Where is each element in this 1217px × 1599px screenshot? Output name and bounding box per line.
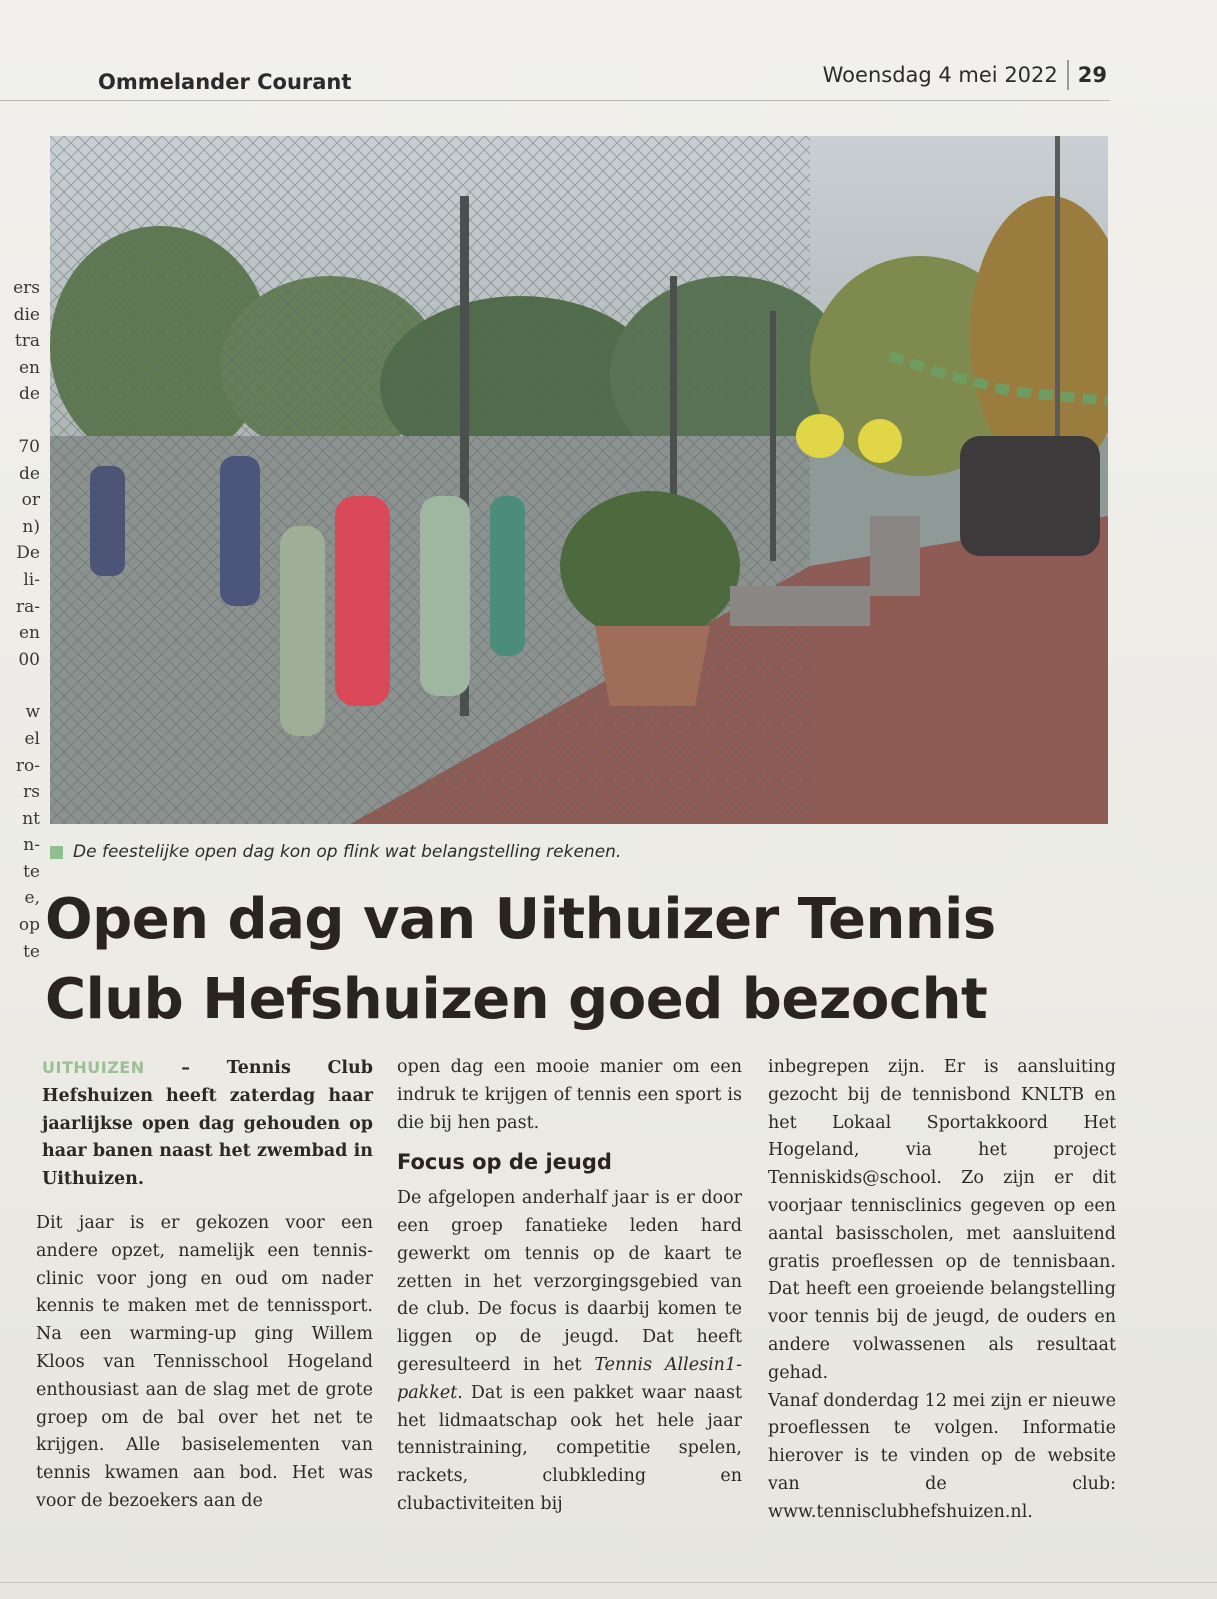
newspaper-name: Ommelander Courant [98,70,352,94]
article-column-3 [768,1054,1116,1527]
fragment-line: te [23,861,40,882]
article-column-2 [397,1054,742,1519]
fragment-line: op [18,915,40,936]
fragment-line: n) [22,516,40,537]
fragment-line: w [25,702,40,723]
article-lead [28,1054,373,1194]
header-rule [0,100,1110,101]
fragment-line: die [13,304,40,325]
package-name: Tennis Allesin1-pakket [397,1354,742,1403]
subheading: Focus op de jeugd [397,1150,612,1175]
body-paragraph-1: Dit jaar is er gekozen voor een andere opzet, namelijk een tennis-clinic voor jong en oud om nader kennis te maken met de tennissport. Na een warming-up ging Willem Kloos van Tennisschool Hogeland enthousiast aan de slag met de grote groep om de bal over het net te krijgen. Alle basiselementen van tennis kwamen aan bod. Het was voor de bezoekers aan de [36,1212,373,1511]
fragment-line: de [19,384,40,405]
fragment-line: en [18,357,40,378]
fragment-line: nt [22,808,40,829]
fragment-line: el [24,728,40,749]
lead-text: – Tennis Club Hefshuizen heeft zaterdag haar jaarlijkse open dag gehouden op haar banen naast het zwembad in Uithuizen. [42,1058,373,1190]
issue-date: Woensdag 4 mei 2022 [822,63,1058,87]
fragment-line: 70 [18,436,40,457]
body-paragraph-2: De afgelopen anderhalf jaar is er door een groep fanatieke leden hard gewerkt om tennis op de kaart te zetten in het verzorgingsgebied van de club. De focus is daarbij komen te liggen op de jeugd. Dat heeft geresulteerd in het Tennis Allesin1-pakket. Dat is een pakket waar naast het lidmaatschap ook het hele jaar tennistraining, competitie spelen, rackets, clubkleding en clubactiviteiten bij [397,1188,742,1514]
fragment-line: rs [23,782,40,803]
fragment-line: ro- [15,755,40,776]
fragment-line [0,408,40,434]
header-date-page [823,60,1107,90]
article-column-1 [28,1054,373,1516]
fragment-line: ers [13,278,40,298]
fragment-line: en [18,623,40,644]
caption-text: De feestelijke open dag kon op flink wat belangstelling rekenen. [73,842,622,862]
photo-caption [50,842,621,862]
article-headline [45,880,1125,1040]
tennis-open-day-photo [50,136,1108,824]
headline-line-2: Club Hefshuizen goed bezocht [45,967,988,1032]
header-divider [1067,60,1069,90]
bottom-rule [0,1582,1217,1583]
dateline: UITHUIZEN [42,1058,145,1077]
article-photo [50,136,1108,824]
fragment-line: ra- [15,596,40,617]
fragment-line [0,673,40,699]
fragment-line: 00 [18,649,40,670]
headline-line-1: Open dag van Uithuizer Tennis [45,887,996,952]
body-paragraph-2-continued: inbegrepen zijn. Er is aansluiting gezocht bij de tennisbond KNLTB en het Lokaal Sportakkoord Het Hogeland, via het project Tenniskids@school. Zo zijn er dit voorjaar tennisclinics gegeven op een aantal basisscholen, met aansluitend gratis proeflessen op de tennisbaan. Dat heeft een groeiende belangstelling voor tennis bij de jeugd, de ouders en andere volwassenen als resultaat gehad. [768,1057,1116,1383]
fragment-line: or [21,490,40,511]
adjacent-column-fragment [0,275,40,965]
fragment-line: De [16,543,40,564]
body-paragraph-1-continued: open dag een mooie manier om een indruk te krijgen of tennis een sport is die bij hen past. [397,1057,742,1133]
page-number: 29 [1077,63,1107,87]
body-paragraph-3: Vanaf donderdag 12 mei zijn er nieuwe proeflessen te volgen. Informatie hierover is te vinden op de website van de club: www.tennisclubhefshuizen.nl. [768,1390,1116,1522]
fragment-line: de [19,463,40,484]
fragment-line: e, [24,888,40,909]
fragment-line: n- [23,835,40,856]
fragment-line: li- [23,569,40,590]
fragment-line: tra [14,331,40,352]
caption-marker [50,846,63,859]
fragment-line: te [23,941,40,962]
